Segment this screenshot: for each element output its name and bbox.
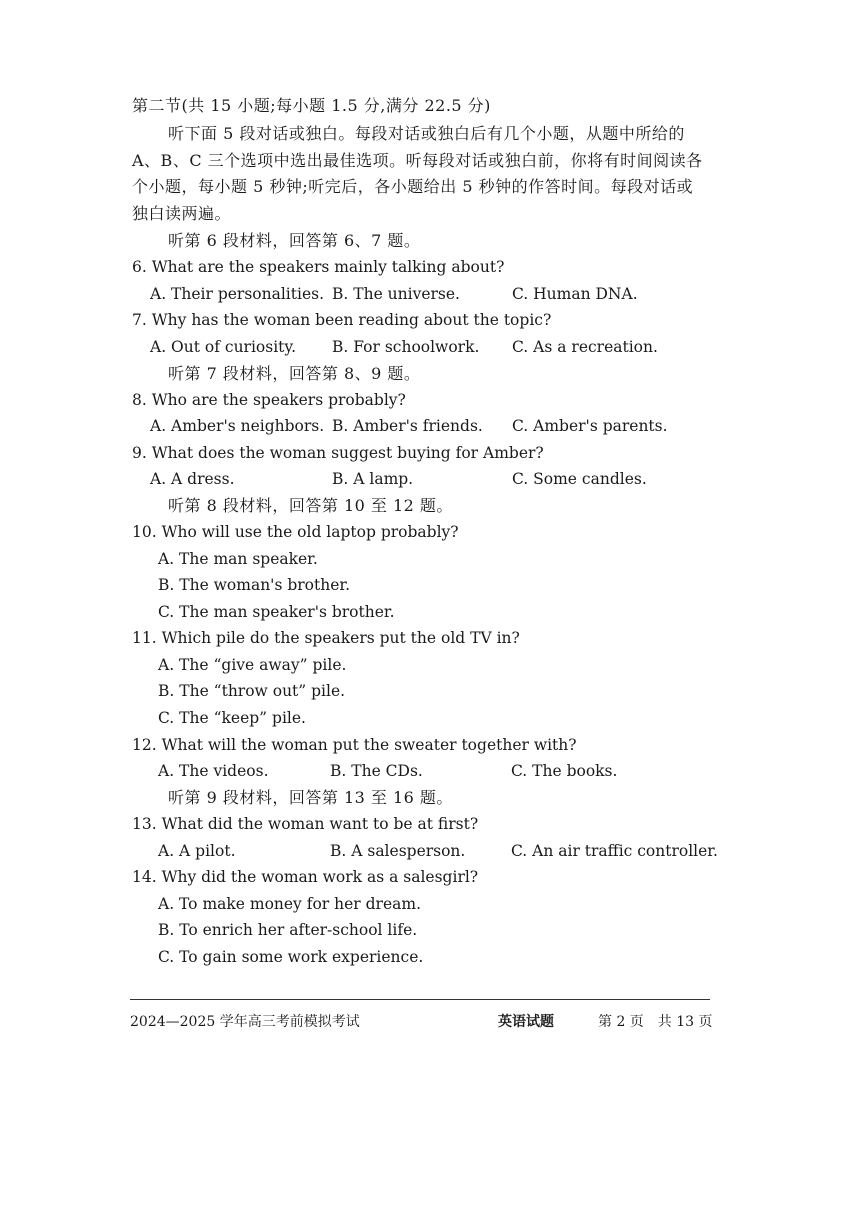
q12-option-c: C. The books. — [511, 762, 618, 780]
q12-option-a: A. The videos. — [158, 762, 269, 780]
footer-subject: 英语试题 — [498, 1014, 554, 1030]
q10-option-b: B. The woman's brother. — [158, 576, 351, 594]
q13-option-c: C. An air traffic controller. — [511, 842, 718, 860]
footer-exam-title: 2024—2025 学年高三考前模拟考试 — [130, 1014, 360, 1030]
q13-option-a: A. A pilot. — [158, 842, 236, 860]
material-prompt-9: 听第 9 段材料，回答第 13 至 16 题。 — [168, 788, 453, 807]
instructions-line-2: A、B、C 三个选项中选出最佳选项。听每段对话或独白前，你将有时间阅读各 — [132, 151, 703, 170]
question-11: 11. Which pile do the speakers put the old TV in? — [132, 629, 520, 647]
question-9: 9. What does the woman suggest buying for Amber? — [132, 444, 544, 462]
question-6: 6. What are the speakers mainly talking about? — [132, 258, 505, 276]
q13-option-b: B. A salesperson. — [330, 842, 466, 860]
q12-option-b: B. The CDs. — [330, 762, 423, 780]
q7-option-a: A. Out of curiosity. — [150, 338, 297, 356]
footer-page-number: 第 2 页 共 13 页 — [598, 1014, 713, 1030]
question-8: 8. Who are the speakers probably? — [132, 391, 406, 409]
q8-option-c: C. Amber's parents. — [512, 417, 668, 435]
question-14: 14. Why did the woman work as a salesgirl? — [132, 868, 479, 886]
instructions-line-1: 听下面 5 段对话或独白。每段对话或独白后有几个小题，从题中所给的 — [168, 124, 685, 143]
question-12: 12. What will the woman put the sweater together with? — [132, 736, 577, 754]
q7-option-c: C. As a recreation. — [512, 338, 658, 356]
q6-option-b: B. The universe. — [332, 285, 460, 303]
section-header: 第二节(共 15 小题;每小题 1.5 分,满分 22.5 分) — [132, 96, 491, 115]
q9-option-b: B. A lamp. — [332, 470, 414, 488]
q7-option-b: B. For schoolwork. — [332, 338, 480, 356]
q11-option-a: A. The “give away” pile. — [158, 656, 347, 674]
q6-option-a: A. Their personalities. — [150, 285, 325, 303]
q9-option-c: C. Some candles. — [512, 470, 647, 488]
instructions-line-3: 个小题，每小题 5 秒钟;听完后，各小题给出 5 秒钟的作答时间。每段对话或 — [132, 177, 694, 196]
q14-option-c: C. To gain some work experience. — [158, 948, 424, 966]
q6-option-c: C. Human DNA. — [512, 285, 638, 303]
material-prompt-8: 听第 8 段材料，回答第 10 至 12 题。 — [168, 496, 453, 515]
q14-option-a: A. To make money for her dream. — [158, 895, 422, 913]
material-prompt-7: 听第 7 段材料，回答第 8、9 题。 — [168, 364, 421, 383]
question-7: 7. Why has the woman been reading about the topic? — [132, 311, 552, 329]
q9-option-a: A. A dress. — [150, 470, 235, 488]
q10-option-c: C. The man speaker's brother. — [158, 603, 395, 621]
question-13: 13. What did the woman want to be at first? — [132, 815, 479, 833]
q8-option-b: B. Amber's friends. — [332, 417, 483, 435]
instructions-line-4: 独白读两遍。 — [132, 204, 232, 223]
q8-option-a: A. Amber's neighbors. — [150, 417, 325, 435]
material-prompt-6: 听第 6 段材料，回答第 6、7 题。 — [168, 231, 421, 250]
q14-option-b: B. To enrich her after-school life. — [158, 921, 418, 939]
question-10: 10. Who will use the old laptop probably? — [132, 523, 459, 541]
q11-option-b: B. The “throw out” pile. — [158, 682, 346, 700]
q11-option-c: C. The “keep” pile. — [158, 709, 306, 727]
footer-divider — [130, 999, 710, 1000]
q10-option-a: A. The man speaker. — [158, 550, 318, 568]
